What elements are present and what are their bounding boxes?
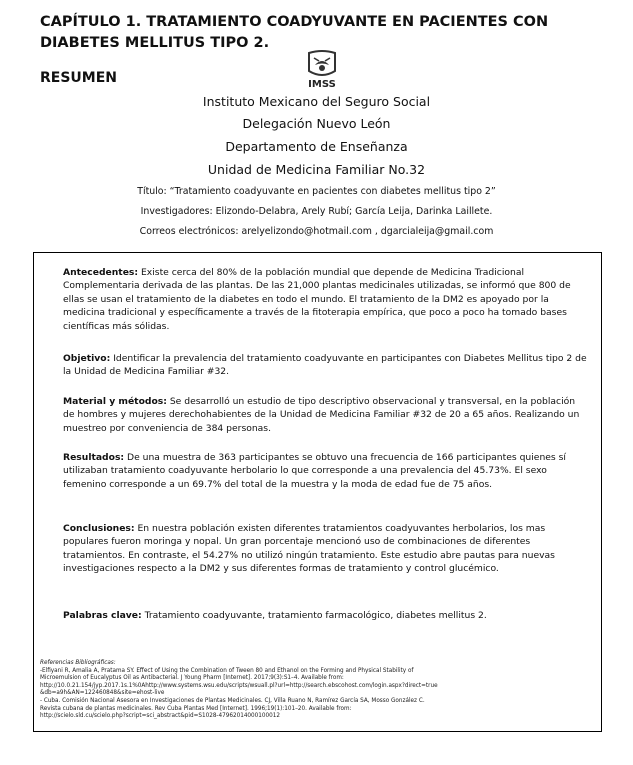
antecedentes-paragraph: [63, 266, 588, 333]
reference-line: http://scielo.sld.cu/scielo.php?script=sci_abstract&pid=S1028-47962014000100012: [40, 713, 281, 720]
references: [40, 660, 600, 721]
reference-line: -Elfiyani R, Amalia A, Pratama SY. Effect of Using the Combination of Tween 80 and Ethanol on the Forming and Physical Stability of: [40, 667, 414, 674]
conclusiones-label: Conclusiones:: [63, 523, 135, 534]
conclusiones-text: En nuestra población existen diferentes tratamientos coadyuvantes herbolarios, los mas populares fueron moringa y nopal. Un gran porcentaje mencionó uso de combinaciones de diferentes tratamientos. En contraste, el 54.27% no utilizó ningún tratamiento. Este estudio abre pautas para nuevas investigaciones respecto a la DM2 y sus diferentes formas de tratamiento y control glucémico.: [63, 523, 555, 575]
reference-line: &db=a9h&AN=122460848&site=ehost-live: [40, 690, 165, 697]
imss-eagle-logo-icon: [303, 49, 341, 91]
resultados-paragraph: [63, 451, 588, 491]
reference-line: - Cuba. Comisión Nacional Asesora en Investigaciones de Plantas Medicinales. CJ, Villa Ruano N, Ramírez García SA, Mosso González C.: [40, 697, 425, 704]
resultados-label: Resultados:: [63, 452, 125, 463]
palabras-clave-text: Tratamiento coadyuvante, tratamiento farmacológico, diabetes mellitus 2.: [141, 610, 487, 621]
objetivo-text: Identificar la prevalencia del tratamiento coadyuvante en participantes con Diabetes Mellitus tipo 2 de la Unidad de Medicina Familiar #32.: [63, 353, 587, 378]
delegation-name: Delegación Nuevo León: [242, 116, 391, 131]
emails: Correos electrónicos: arelyelizondo@hotmail.com , dgarcialeija@gmail.com: [139, 226, 494, 237]
conclusiones-paragraph: [63, 522, 588, 576]
chapter-title: CAPÍTULO 1. TRATAMIENTO COADYUVANTE EN PACIENTES CON DIABETES MELLITUS TIPO 2.: [40, 14, 549, 51]
unit-name: Unidad de Medicina Familiar No.32: [207, 162, 426, 177]
abstract-box: [33, 252, 602, 732]
researchers: Investigadores: Elizondo-Delabra, Arely Rubí; García Leija, Darinka Laillete.: [140, 206, 493, 217]
objetivo-paragraph: [63, 352, 588, 379]
palabras-clave-label: Palabras clave:: [63, 610, 142, 621]
section-title: RESUMEN: [40, 70, 118, 86]
antecedentes-label: Antecedentes:: [63, 267, 139, 278]
material-text: Se desarrolló un estudio de tipo descriptivo observacional y transversal, en la población de hombres y mujeres derechohabientes de la Unidad de Medicina Familiar #32 de 20 a 65 años. Realizando un muestreo por conveniencia de 384 personas.: [63, 396, 580, 434]
antecedentes-text: Existe cerca del 80% de la población mundial que depende de Medicina Tradicional Complementaria derivada de las plantas. De las 21,000 plantas medicinales utilizadas, se informó que 800 de ellas se usan el tratamiento de la diabetes en todo el mundo. El tratamiento de la DM2 es apoyado por la medicina tradicional y específicamente a través de la fitoterapia empírica, que poco a poco ha tomado bases científicas más sólidas.: [63, 267, 571, 332]
objetivo-label: Objetivo:: [63, 353, 111, 364]
resultados-text: De una muestra de 363 participantes se obtuvo una frecuencia de 166 participantes quienes sí utilizaban tratamiento coadyuvante herbolario lo que corresponde a una prevalencia del 45.73%. El sexo femenino corresponde a un 69.7% del total de la muestra y la moda de edad fue de 75 años.: [63, 452, 566, 490]
reference-line: Microemulsion of Eucalyptus Oil as Antibacterial. J Young Pharm [Internet]. 2017;9(3):S1–4. Available from:: [40, 675, 344, 682]
reference-line: http://10.0.21.154/jyp.2017.1s.1%0Ahttp://www.systems.wsu.edu/scripts/wsuall.pl?url=http://search.ebscohost.com/login.aspx?direct=true: [40, 682, 438, 689]
palabras-clave-paragraph: [63, 609, 588, 622]
material-paragraph: [63, 395, 588, 435]
material-label: Material y métodos:: [63, 396, 167, 407]
logo-text: IMSS: [308, 79, 336, 90]
reference-line: Revista cubana de plantas medicinales. Rev Cuba Plantas Med [Internet]. 1996;19(1):101–20. Available from:: [40, 705, 352, 712]
department-name: Departamento de Enseñanza: [225, 139, 408, 154]
study-title: Título: “Tratamiento coadyuvante en pacientes con diabetes mellitus tipo 2”: [137, 186, 496, 197]
references-header: Referencias Bibliográficas:: [40, 660, 116, 666]
institution-name: Instituto Mexicano del Seguro Social: [202, 94, 431, 109]
